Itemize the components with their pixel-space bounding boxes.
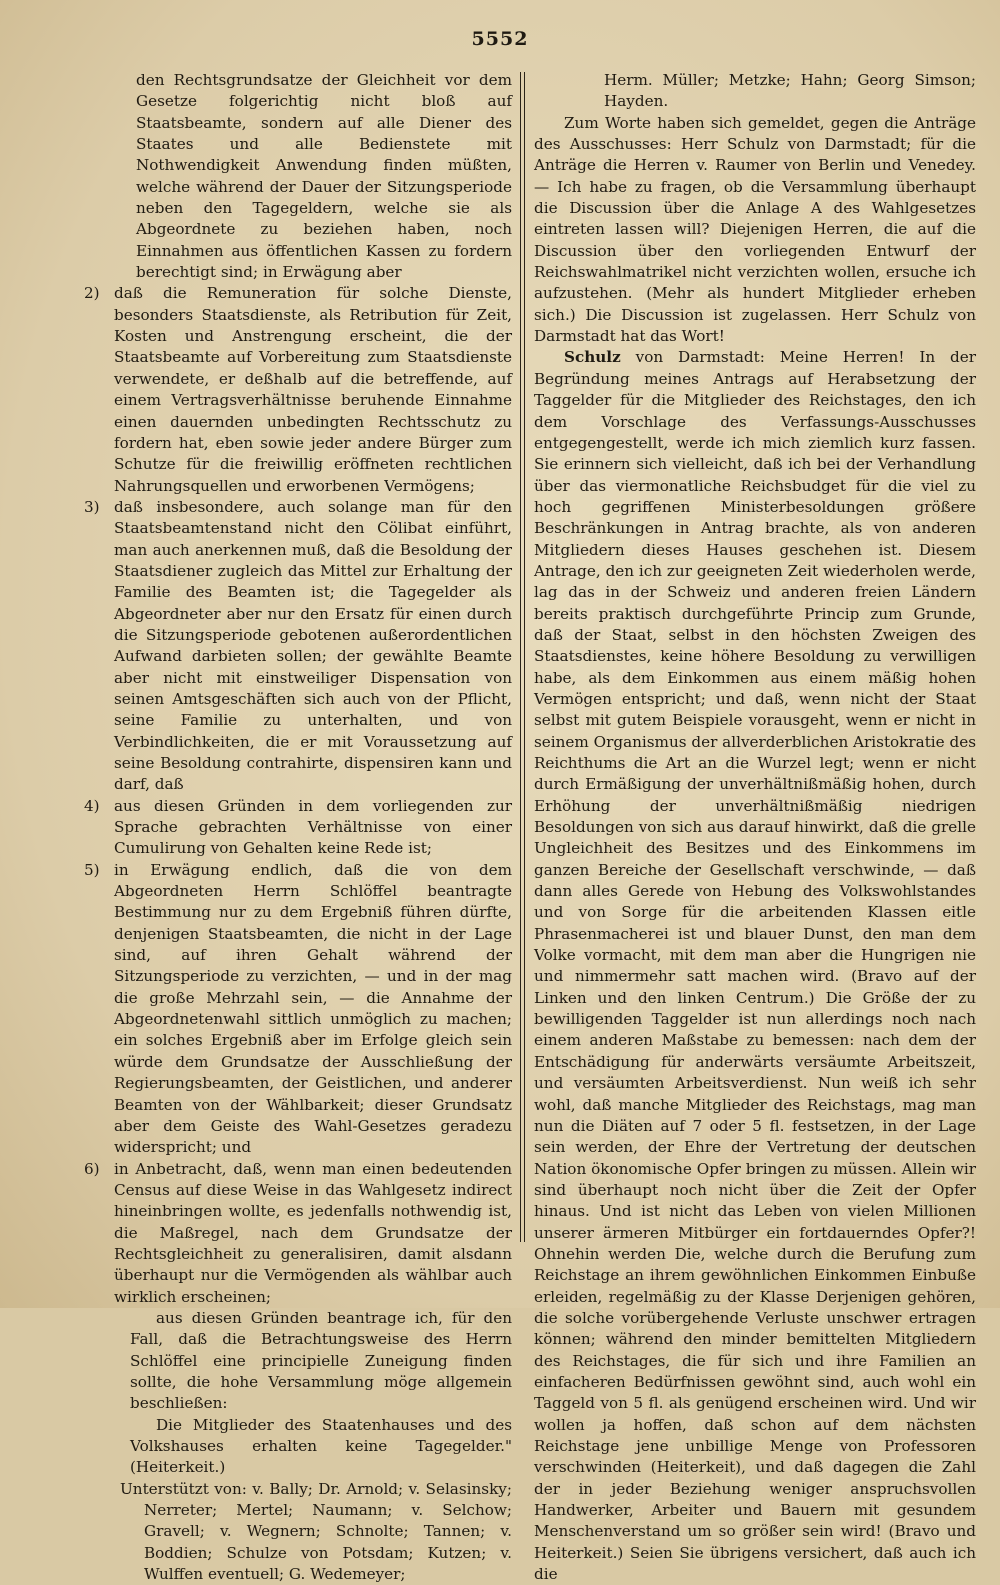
item-number: 5) — [84, 860, 100, 879]
item-text: in Erwägung endlich, daß die von dem Abgeordneten Herrn Schlöffel beantragte Bestimmung nur zu dem Ergebniß führen dürfte, denjenigen Staatsbeamten, die nicht in der Lage sind, auf ihren Gehalt während der Sitzungsperiode zu verzichten, — und in der mag die große Mehrzahl sein, — die Annahme der Abgeordnetenwahl sittlich unmöglich zu machen; ein solches Ergebniß aber im Erfolge gleich sein würde dem Grundsatze der Ausschließung der Regierungsbeamten, der Geistlichen, und anderer Beamten von der Wählbarkeit; dieser Grundsatz aber dem Geiste des Wahl-Gesetzes geradezu widerspricht; und — [114, 860, 512, 1157]
item-text: daß insbesondere, auch solange man für den Staatsbeamtenstand nicht den Cölibat einführt, man auch anerkennen muß, daß die Besoldung der Staatsdiener zugleich das Mittel zur Erhaltung der Familie des Beamten ist; die Tagegelder als Abgeordneter aber nur den Ersatz für einen durch die Sitzungsperiode gebotenen außerordentlichen Aufwand darbieten sollen; der gewählte Beamte aber nicht mit einstweiliger Dispensation von seinen Amtsgeschäften sich auch von der Pflicht, seine Familie zu unterhalten, und von Verbindlichkeiten, die er mit Voraussetzung auf seine Besoldung contrahirte, dispensiren kann und darf, daß — [114, 497, 512, 794]
item-number: 3) — [84, 497, 100, 516]
right-column — [534, 70, 976, 1585]
item-number: 4) — [84, 796, 100, 815]
intro-paragraph: den Rechtsgrundsatze der Gleichheit vor dem Gesetze folgerichtig nicht bloß auf Staatsbeamte, sondern auf alle Diener des Staates und alle Bedienstete mit Nothwendigkeit Anwendung finden müßten, welche während der Dauer der Sitzungsperiode neben den Tagegeldern, welche sie als Abgeordnete zu beziehen haben, noch Einnahmen aus öffentlichen Kassen zu fordern berechtigt sind; in Erwägung aber — [136, 71, 512, 282]
item-number: 2) — [84, 284, 100, 303]
resolution-paragraph: Die Mitglieder des Staatenhauses und des Volkshauses erhalten keine Tagegelder." (Heiterkeit.) — [130, 1415, 512, 1477]
speaker-name: Schulz — [564, 348, 621, 367]
conclusion-paragraph: aus diesen Gründen beantrage ich, für den Fall, daß die Betrachtungsweise des Herrn Schlöffel eine principielle Zuneigung finden sollte, die hohe Versammlung möge allgemein beschließen: — [130, 1308, 512, 1413]
supporters-list: Unterstützt von: v. Bally; Dr. Arnold; v. Selasinsky; Nerreter; Mertel; Naumann; v. Selchow; Gravell; v. Wegnern; Schnolte; Tannen; v. Boddien; Schulze von Potsdam; Kutzen; v. Wulffen eventuell; G. Wedemeyer; — [120, 1479, 512, 1584]
list-item — [84, 860, 512, 1159]
item-text: in Anbetracht, daß, wenn man einen bedeutenden Census auf diese Weise in das Wahlgesetz indirect hineinbringen wollte, es jedenfalls nothwendig ist, die Maßregel, nach dem Grundsatze der Rechtsgleichheit zu generalisiren, damit alsdann überhaupt nur die Vermögenden als wählbar auch wirklich erscheinen; — [114, 1159, 512, 1306]
speech-text: von Darmstadt: Meine Herren! In der Begründung meines Antrags auf Herabsetzung der Taggelder für die Mitglieder des Reichstages, den ich dem Vorschlage des Verfassungs-Ausschusses entgegengestellt, werde ich mich ziemlich kurz fassen. Sie erinnern sich vielleicht, daß ich bei der Verhandlung über das viermonatliche Reichsbudget für die viel zu hoch gegriffenen Ministerbesoldungen größere Beschränkungen in Antrag brachte, als von anderen Mitgliedern dieses Hauses geschehen ist. Diesem Antrage, den ich zur geeigneten Zeit wiederholen werde, lag das in der Schweiz und anderen freien Ländern bereits praktisch durchgeführte Princip zum Grunde, daß der Staat, selbst in den höchsten Zweigen des Staatsdienstes, keine höhere Besoldung zu verwilligen habe, als dem Einkommen aus einem mäßig hohen Vermögen entspricht; und daß, wenn nicht der Staat selbst mit gutem Beispiele vorausgeht, wenn er nicht in seinem Organismus der allverderblichen Aristokratie des Reichthums die Art an die Wurzel legt; wenn er nicht durch Ermäßigung der unverhältnißmäßig hohen, durch Erhöhung der unverhältnißmäßig niedrigen Besoldungen von sich aus darauf hinwirkt, daß die grelle Ungleichheit des Besitzes und des Einkommens im ganzen Bereiche der Gesellschaft verschwinde, — daß dann alles Gerede von Hebung des Volkswohlstandes und von Sorge für die arbeitenden Klassen eitle Phrasenmacherei ist und blauer Dunst, den man dem Volke vormacht, mit dem man aber die Hungrigen nie und nimmermehr satt machen wird. (Bravo auf der Linken und den linken Centrum.) Die Größe der zu bewilligenden Taggelder ist nun allerdings noch nach einem anderen Maßstabe zu bemessen: nach dem der Entschädigung für anderwärts versäumte Arbeitszeit, und versäumten Arbeitsverdienst. Nun weiß ich sehr wohl, daß manche Mitglieder des Reichstags, mag man nun die Diäten auf 7 oder 5 fl. festsetzen, in der Lage sein werden, der Ehre der Vertretung der deutschen Nation ökonomische Opfer bringen zu müssen. Allein wir sind überhaupt noch nicht über die Zeit der Opfer hinaus. Und ist nicht das Leben von vielen Millionen unserer ärmeren Mitbürger ein fortdauerndes Opfer?! Ohnehin werden Die, welche durch die Berufung zum Reichstage an ihrem gewöhnlichen Einkommen Einbuße erleiden, regelmäßig zu der Klasse Derjenigen gehören, die solche vorübergehende Verluste unschwer ertragen können; während den minder bemittelten Mitgliedern des Reichstages, die für sich und ihre Familien an einfacheren Bedürfnissen gewöhnt sind, auch wohl ein Taggeld von 5 fl. als genügend erscheinen wird. Und wir wollen ja hoffen, daß schon auf dem nächsten Reichstage jene unbillige Menge von Professoren verschwinden (Heiterkeit), und daß dagegen die Zahl der in jeder Beziehung weniger anspruchsvollen Handwerker, Arbeiter und Bauern mit gesundem Menschenverstand um so größer sein wird! (Bravo und Heiterkeit.) Seien Sie übrigens versichert, daß auch ich die — [534, 348, 977, 1584]
page-number: 5552 — [471, 28, 529, 50]
item-text: daß die Remuneration für solche Dienste, besonders Staatsdienste, als Retribution für Zeit, Kosten und Anstrengung erscheint, die der Staatsbeamte auf Vorbereitung zum Staatsdienste verwendete, er deßhalb auf die betreffende, auf einem Vertragsverhältnisse beruhende Einnahme einen dauernden unbedingten Rechtsschutz zu fordern hat, eben sowie jeder andere Bürger zum Schutze für die freiwillig eröffneten rechtlichen Nahrungsquellen und erworbenen Vermögens; — [114, 284, 512, 495]
speech-paragraph — [534, 347, 976, 1585]
item-number: 6) — [84, 1159, 100, 1178]
list-item — [84, 497, 512, 796]
list-item — [84, 796, 512, 860]
left-column — [84, 70, 512, 1585]
president-paragraph: Zum Worte haben sich gemeldet, gegen die Anträge des Ausschusses: Herr Schulz von Darmstadt; für die Anträge die Herren v. Raumer von Berlin und Venedey. — Ich habe zu fragen, ob die Versammlung überhaupt die Discussion über die Anlage A des Wahlgesetzes eintreten lassen will? Diejenigen Herren, die auf die Discussion über den vorliegenden Entwurf der Reichswahlmatrikel nicht verzichten wollen, ersuche ich aufzustehen. (Mehr als hundert Mitglieder erheben sich.) Die Discussion ist zugelassen. Herr Schulz von Darmstadt hat das Wort! — [534, 113, 976, 346]
list-item — [84, 1159, 512, 1308]
supporters-continued: Herm. Müller; Metzke; Hahn; Georg Simson; Hayden. — [604, 71, 976, 111]
item-text: aus diesen Gründen in dem vorliegenden zur Sprache gebrachten Verhältnisse von einer Cumulirung von Gehalten keine Rede ist; — [114, 796, 512, 858]
list-item — [84, 283, 512, 496]
column-divider — [520, 72, 525, 1242]
